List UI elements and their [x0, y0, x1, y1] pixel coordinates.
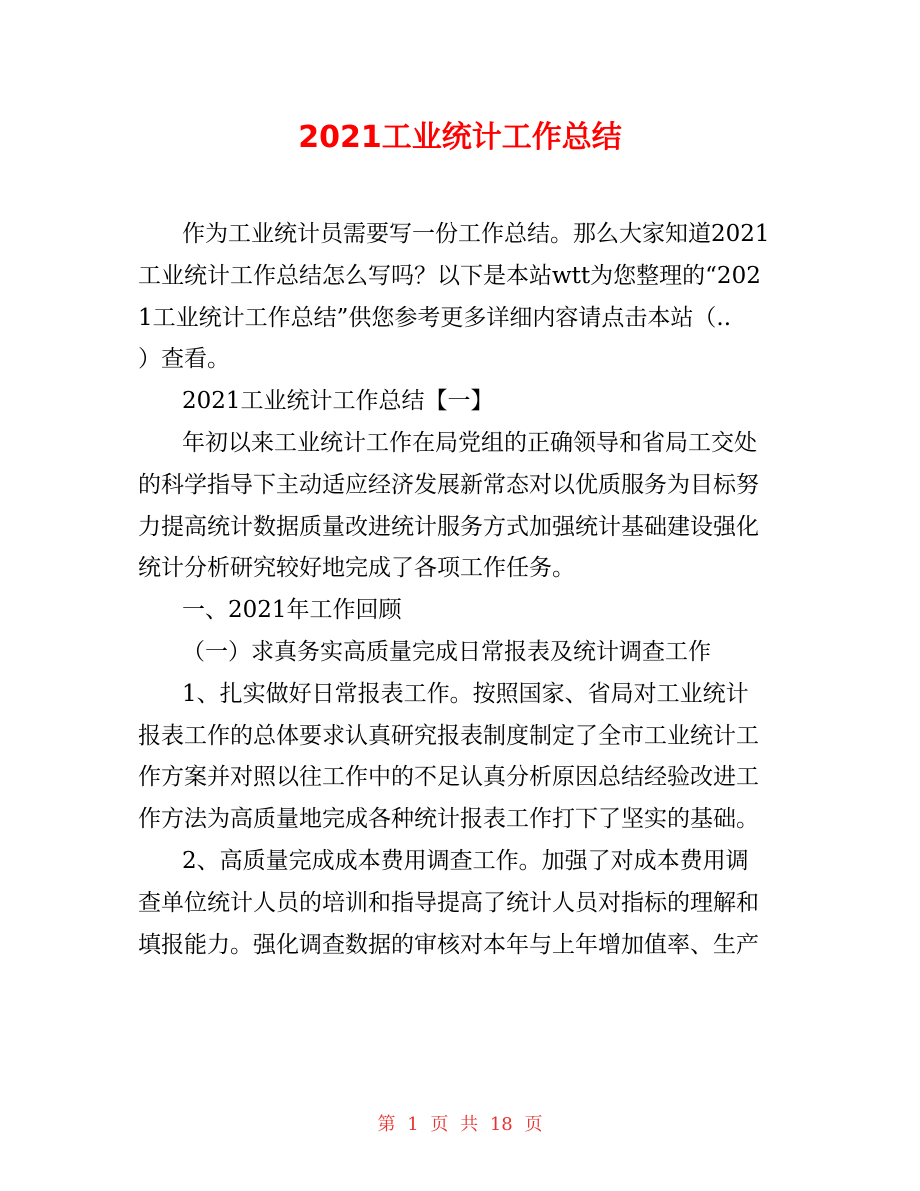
- text-line: 填报能力。强化调查数据的审核对本年与上年增加值率、生产: [138, 931, 759, 958]
- subsection-heading: （一）求真务实高质量完成日常报表及统计调查工作: [182, 638, 711, 665]
- page-number-footer: 第 1 页 共 18 页: [377, 1114, 543, 1135]
- text-line: 报表工作的总体要求认真研究报表制度制定了全市工业统计工: [138, 722, 759, 749]
- section-heading: 2021工业统计工作总结【一】: [182, 388, 494, 415]
- section-heading: 一、2021年工作回顾: [182, 597, 402, 624]
- text-line: 力提高统计数据质量改进统计服务方式加强统计基础建设强化: [138, 513, 759, 540]
- text-line: 查单位统计人员的培训和指导提高了统计人员对指标的理解和: [138, 889, 759, 916]
- document-body: [138, 214, 786, 966]
- text-line: 1、扎实做好日常报表工作。按照国家、省局对工业统计: [182, 680, 749, 707]
- text-line: 统计分析研究较好地完成了各项工作任务。: [138, 555, 575, 582]
- text-line: 作为工业统计员需要写一份工作总结。那么大家知道2021: [182, 221, 770, 247]
- text-line: 作方案并对照以往工作中的不足认真分析原因总结经验改进工: [138, 764, 759, 791]
- text-line: 工业统计工作总结怎么写吗？以下是本站wtt为您整理的“202: [138, 262, 761, 289]
- document-title: 2021工业统计工作总结: [298, 120, 622, 155]
- text-line: 2、高质量完成成本费用调查工作。加强了对成本费用调: [182, 847, 749, 874]
- text-line: 的科学指导下主动适应经济发展新常态对以优质服务为目标努: [138, 471, 759, 498]
- text-line: ）查看。: [138, 346, 230, 373]
- text-line: 作方法为高质量地完成各种统计报表工作打下了坚实的基础。: [138, 806, 759, 833]
- text-line: 1工业统计工作总结”供您参考更多详细内容请点击本站（..: [138, 304, 732, 331]
- text-line: 年初以来工业统计工作在局党组的正确领导和省局工交处: [182, 429, 757, 456]
